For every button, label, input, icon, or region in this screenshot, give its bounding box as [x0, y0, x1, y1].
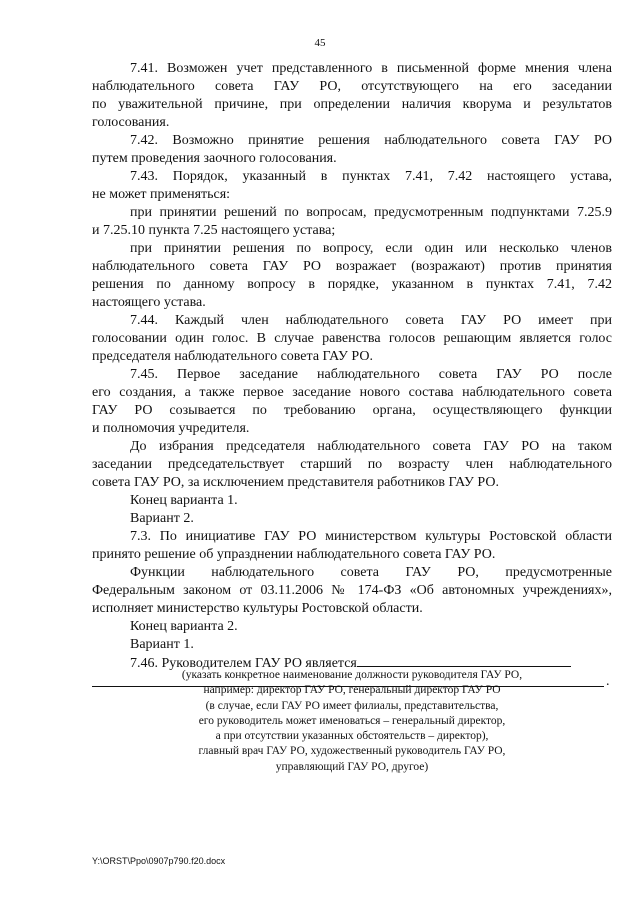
text-line: ГАУ РО созывается по требованию органа, осуществляющего функции	[92, 403, 612, 418]
note-line: управляющий ГАУ РО, другое)	[275, 760, 429, 773]
text-line: Функции наблюдательного совета ГАУ РО, предусмотренные	[130, 565, 612, 580]
paragraph-7-43-item-1	[92, 204, 612, 240]
text-line: его создания, а также первое заседание нового состава наблюдательного совета	[92, 385, 612, 400]
paragraph-7-45-chair	[92, 438, 612, 492]
variant-1-heading: Вариант 1.	[130, 637, 194, 652]
text-line: при принятии решений по вопросам, предусмотренным подпунктами 7.25.9	[130, 205, 612, 220]
footer-file-path: Y:\ORST\Ppo\0907p790.f20.docx	[92, 856, 226, 866]
text-line: совета ГАУ РО, за исключением представителя работников ГАУ РО.	[92, 475, 499, 490]
text-line: и 7.25.10 пункта 7.25 настоящего устава;	[92, 223, 336, 238]
text-line: 7.45. Первое заседание наблюдательного совета ГАУ РО после	[130, 367, 612, 382]
text-line: заседании председательствует старший по возрасту член наблюдательного	[92, 457, 612, 472]
end-variant-2: Конец варианта 2.	[130, 619, 238, 634]
text-line: принято решение об упразднении наблюдательного совета ГАУ РО.	[92, 547, 496, 562]
text-line: До избрания председателя наблюдательного совета ГАУ РО на таком	[130, 439, 612, 454]
note-line: (в случае, если ГАУ РО имеет филиалы, представительства,	[205, 699, 499, 712]
text-line: настоящего устава.	[92, 295, 206, 310]
text-line: 7.44. Каждый член наблюдательного совета ГАУ РО имеет при	[130, 313, 612, 328]
text-line: 7.43. Порядок, указанный в пунктах 7.41, 7.42 настоящего устава,	[130, 169, 612, 184]
note-line: его руководитель может именоваться – генеральный директор,	[198, 714, 506, 727]
document-body	[92, 60, 612, 691]
text-line: председателя наблюдательного совета ГАУ РО.	[92, 349, 373, 364]
text-line: по уважительной причине, при определении наличия кворума и результатов	[92, 97, 612, 112]
paragraph-7-45	[92, 366, 612, 438]
text-line: голосования.	[92, 115, 170, 130]
text-line: 7.42. Возможно принятие решения наблюдательного совета ГАУ РО	[130, 133, 612, 148]
text-line: при принятии решения по вопросу, если один или несколько членов	[130, 241, 612, 256]
paragraph-7-41	[92, 60, 612, 132]
text-line: 7.3. По инициативе ГАУ РО министерством культуры Ростовской области	[130, 529, 612, 544]
note-line: главный врач ГАУ РО, художественный руководитель ГАУ РО,	[198, 745, 506, 758]
fill-in-blank[interactable]	[357, 654, 571, 667]
text-line: 7.46. Руководителем ГАУ РО является	[130, 656, 357, 671]
paragraph-7-3	[92, 528, 612, 564]
paragraph-7-42	[92, 132, 612, 168]
text-line: Федеральным законом от 03.11.2006 № 174-ФЗ «Об автономных учреждениях»,	[92, 583, 612, 598]
variant-2-heading: Вариант 2.	[130, 511, 194, 526]
paragraph-7-3-functions	[92, 564, 612, 618]
text-line: путем проведения заочного голосования.	[92, 151, 337, 166]
note-line: а при отсутствии указанных обстоятельств – директор),	[215, 730, 489, 743]
text-line: не может применяться:	[92, 187, 231, 202]
text-line: исполняет министерство культуры Ростовской области.	[92, 601, 423, 616]
page-number: 45	[314, 37, 326, 49]
text-line: наблюдательного совета ГАУ РО возражает (возражают) против принятия	[92, 259, 612, 274]
text-line: 7.41. Возможен учет представленного в письменной форме мнения члена	[130, 61, 612, 76]
paragraph-7-43-item-2	[92, 240, 612, 312]
text-line: решения по данному вопросу в порядке, указанном в пунктах 7.41, 7.42	[92, 277, 612, 292]
note-line: например: директор ГАУ РО, генеральный директор ГАУ РО	[203, 684, 501, 697]
paragraph-7-43	[92, 168, 612, 204]
note-line: (указать конкретное наименование должности руководителя ГАУ РО,	[181, 669, 523, 681]
text-line: и полномочия учредителя.	[92, 421, 250, 436]
instruction-note	[92, 668, 612, 775]
end-variant-1: Конец варианта 1.	[130, 493, 238, 508]
text-line: голосовании один голос. В случае равенства голосов решающим является голос	[92, 331, 612, 346]
paragraph-7-44	[92, 312, 612, 366]
text-line: .	[606, 674, 610, 689]
text-line: наблюдательного совета ГАУ РО, отсутствующего на его заседании	[92, 79, 612, 94]
